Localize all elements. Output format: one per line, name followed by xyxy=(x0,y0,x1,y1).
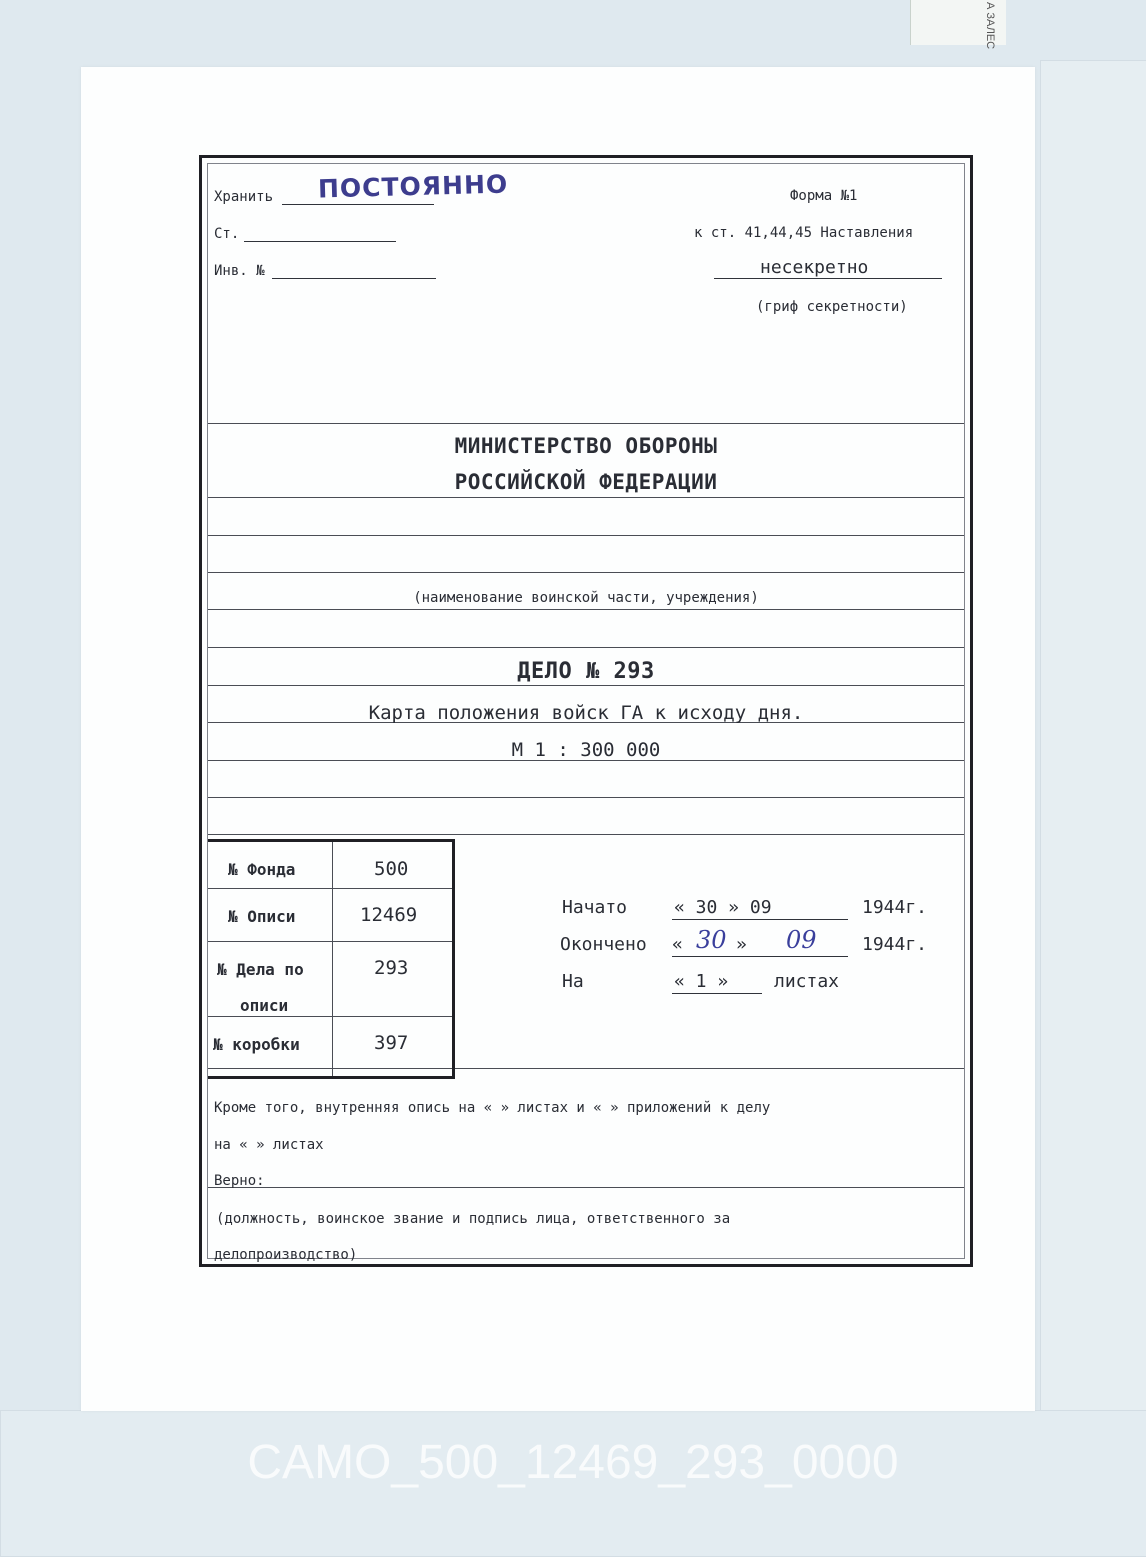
finished-label: Окончено xyxy=(560,934,647,955)
store-label: Хранить xyxy=(214,189,274,205)
form-reference: к ст. 41,44,45 Наставления xyxy=(694,225,914,241)
rule xyxy=(208,535,964,536)
sheets-underline xyxy=(672,993,762,994)
finished-year: 1944г. xyxy=(862,934,928,955)
rule xyxy=(208,423,964,424)
form-inner-border xyxy=(207,163,965,1263)
delo-label-line-2: описи xyxy=(240,996,289,1015)
finished-close-quote: » xyxy=(736,934,747,955)
sheets-label: На xyxy=(562,971,584,992)
started-underline xyxy=(672,919,848,920)
finished-day-handwritten: 30 xyxy=(696,926,727,954)
delo-label-line-1: № Дела по xyxy=(217,960,304,979)
unit-caption: (наименование воинской части, учреждения) xyxy=(413,590,759,606)
store-underline xyxy=(282,204,434,205)
rule xyxy=(208,647,964,648)
case-description: Карта положения войск ГА к исходу дня. xyxy=(368,702,804,724)
signature-caption-line-1: (должность, воинское звание и подпись лица, ответственного за xyxy=(216,1211,731,1227)
sheets-count: « 1 » xyxy=(674,971,729,992)
signature-caption-line-2: делопроизводство) xyxy=(214,1247,358,1263)
background-strip-text: А ЗАЛЕС xyxy=(984,2,996,50)
table-row-divider xyxy=(208,888,452,889)
finished-underline xyxy=(672,956,848,957)
secrecy-underline xyxy=(714,278,942,279)
rule xyxy=(208,572,964,573)
fond-label: № Фонда xyxy=(228,860,296,879)
secrecy-classification: несекретно xyxy=(760,257,869,278)
archive-reference-table xyxy=(208,839,455,1079)
case-scale: М 1 : 300 000 xyxy=(511,739,661,761)
sheets-suffix: листах xyxy=(774,971,840,992)
box-label: № коробки xyxy=(213,1035,300,1054)
table-row-divider xyxy=(208,1016,452,1017)
rule xyxy=(208,834,964,835)
table-divider xyxy=(332,842,333,1076)
rule xyxy=(208,497,964,498)
started-date: « 30 » 09 xyxy=(674,897,772,918)
inventory-underline xyxy=(272,278,436,279)
fond-value: 500 xyxy=(374,858,409,880)
finished-month-handwritten: 09 xyxy=(786,926,817,954)
ministry-line-1: МИНИСТЕРСТВО ОБОРОНЫ xyxy=(454,434,718,458)
form-frame xyxy=(199,155,973,1267)
rule xyxy=(208,609,964,610)
rule xyxy=(208,685,964,686)
case-title: ДЕЛО № 293 xyxy=(517,659,655,684)
table-row-divider xyxy=(208,941,452,942)
scan-watermark: CAMO_500_12469_293_0000 xyxy=(247,1436,899,1489)
article-underline xyxy=(244,241,396,242)
verified-label: Верно: xyxy=(214,1173,265,1189)
rule xyxy=(208,1187,964,1188)
started-year: 1944г. xyxy=(862,897,928,918)
opis-value: 12469 xyxy=(360,904,418,926)
background-sheet xyxy=(1040,60,1146,1557)
permanent-stamp: ПОСТОЯННО xyxy=(317,169,509,204)
box-value: 397 xyxy=(374,1032,409,1054)
secrecy-caption: (гриф секретности) xyxy=(756,299,908,315)
finished-open-quote: « xyxy=(672,934,683,955)
ministry-line-2: РОССИЙСКОЙ ФЕДЕРАЦИИ xyxy=(454,470,718,494)
internal-inventory-sheets: на « » листах xyxy=(214,1137,324,1153)
delo-value: 293 xyxy=(374,957,409,979)
rule xyxy=(208,797,964,798)
started-label: Начато xyxy=(562,897,628,918)
article-label: Ст. xyxy=(214,226,240,242)
internal-inventory-text: Кроме того, внутренняя опись на « » листах и « » приложений к делу xyxy=(214,1100,771,1116)
form-number: Форма №1 xyxy=(790,188,858,204)
inventory-label: Инв. № xyxy=(214,263,265,279)
opis-label: № Описи xyxy=(228,907,296,926)
